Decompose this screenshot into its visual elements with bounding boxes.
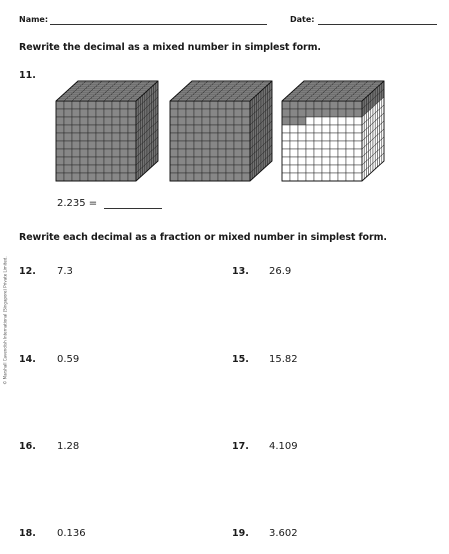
question-number-15: 15. — [232, 354, 249, 365]
question-number-11: 11. — [19, 70, 36, 81]
question-value-15: 15.82 — [269, 354, 298, 365]
name-field[interactable] — [50, 24, 267, 25]
question-value-13: 26.9 — [269, 266, 292, 277]
section1-instruction: Rewrite the decimal as a mixed number in simplest form. — [19, 42, 321, 53]
question-value-18: 0.136 — [57, 528, 86, 539]
base-ten-cube-partially-shaded — [281, 80, 387, 182]
question-value-19: 3.602 — [269, 528, 298, 539]
section2-instruction: Rewrite each decimal as a fraction or mixed number in simplest form. — [19, 232, 387, 243]
base-ten-cube-2 — [169, 80, 275, 182]
base-ten-cube-1 — [55, 80, 161, 182]
answer-blank-11[interactable] — [104, 208, 162, 209]
date-label: Date: — [290, 15, 315, 24]
copyright-notice: © Marshall Cavendish International (Singapore) Private Limited. — [2, 256, 8, 385]
question-value-12: 7.3 — [57, 266, 73, 277]
question-number-18: 18. — [19, 528, 36, 539]
question-value-16: 1.28 — [57, 441, 80, 452]
name-label: Name: — [19, 15, 49, 24]
question-value-14: 0.59 — [57, 354, 80, 365]
question-number-16: 16. — [19, 441, 36, 452]
date-field[interactable] — [318, 24, 437, 25]
question-number-14: 14. — [19, 354, 36, 365]
question-value-17: 4.109 — [269, 441, 298, 452]
question-number-19: 19. — [232, 528, 249, 539]
question-number-13: 13. — [232, 266, 249, 277]
equation-2-235: 2.235 = — [57, 198, 98, 209]
question-number-17: 17. — [232, 441, 249, 452]
question-number-12: 12. — [19, 266, 36, 277]
